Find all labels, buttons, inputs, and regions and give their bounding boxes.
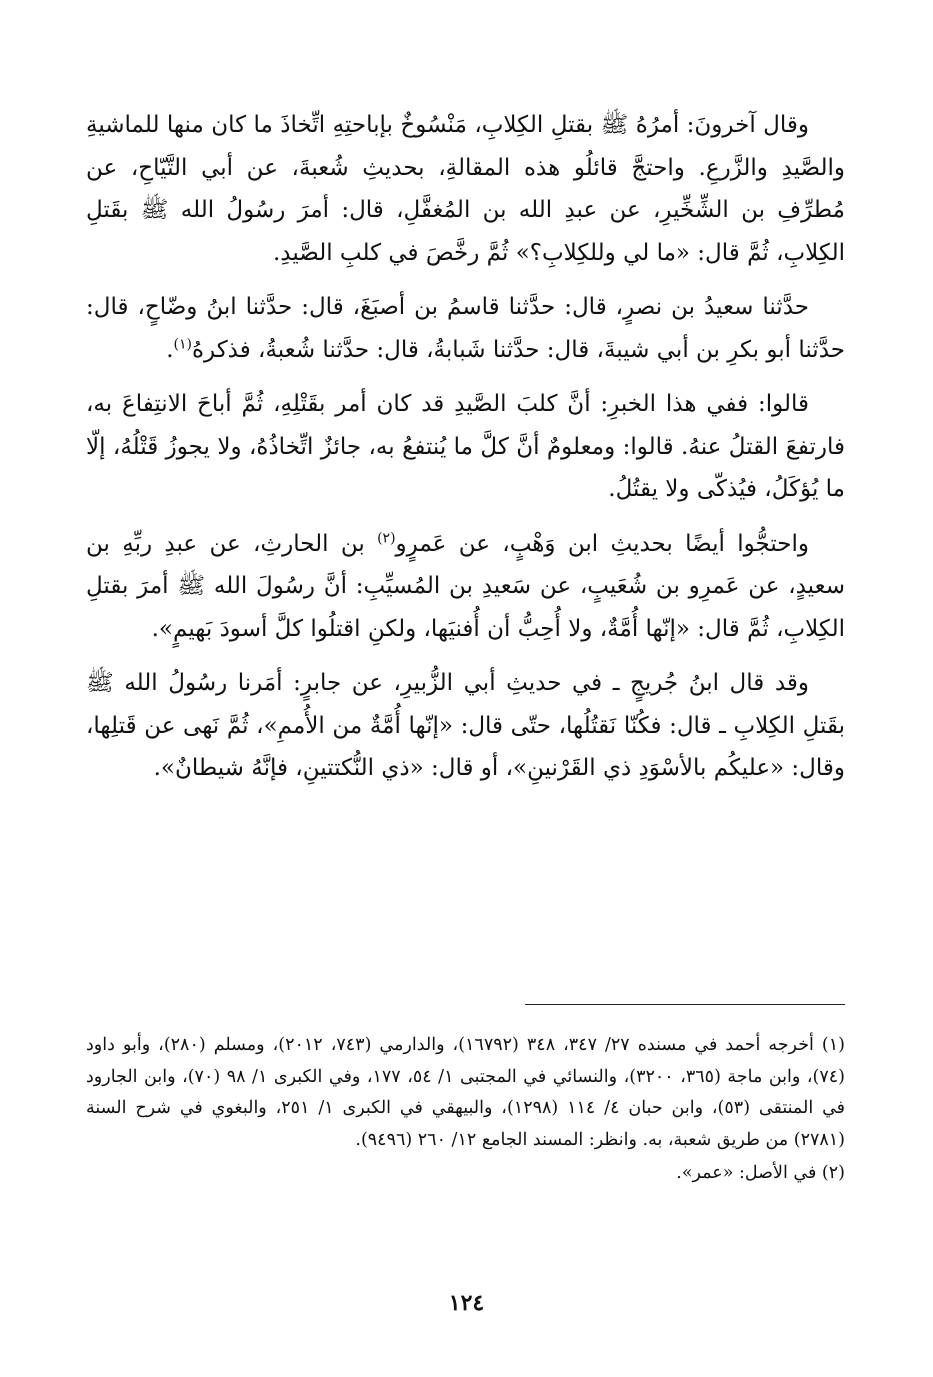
footnote-1: (١) أخرجه أحمد في مسنده ٢٧/ ٣٤٧، ٣٤٨ (١٦٧٩٢)، والدارمي (٧٤٣، ٢٠١٢)، ومسلم (٢٨٠)، وأبو داود (٧٤)، وابن ماجة (٣٦٥، ٣٢٠٠)، والنسائي في المجتبى ١/ ٥٤، ١٧٧، وفي الكبرى ١/ ٩٨ (٧٠)، وابن الجارود في المنتقى (٥٣)، وابن حبان ٤/ ١١٤ (١٢٩٨)، والبيهقي في الكبرى ١/ ٢٥١، والبغوي في شرح السنة (٢٧٨١) من طريق شعبة، به. وانظر: المسند الجامع ١٢/ ٢٦٠ (٩٤٩٦). bbox=[86, 1035, 846, 1150]
page-number: ١٢٤ bbox=[448, 1290, 485, 1316]
paragraph-4-text-after: بن الحارثِ، عن عبدِ ربِّهِ بن سعيدٍ، عن عَمرِو بن شُعَيبٍ، عن سَعيدِ بن المُسيِّبِ: أنَّ رسُولَ الله ﷺ أمرَ بقتلِ الكِلابِ، ثُمَّ قال: «إنّها أُمَّةٌ، ولا أُحِبُّ أن أُفنيَها، ولكنِ اقتلُوا كلَّ أسودَ بَهيمٍ». bbox=[86, 530, 845, 642]
paragraph-2-text: حدَّثنا سعيدُ بن نصرٍ، قال: حدَّثنا قاسمُ بن أصبَغَ، قال: حدَّثنا ابنُ وضّاحٍ، قال: حدَّثنا أبو بكرِ بن أبي شيبةَ، قال: حدَّثنا شَبابةُ، قال: حدَّثنا شُعبةُ، فذكرهُ bbox=[86, 294, 845, 363]
footnote-2: (٢) في الأصل: «عمر». bbox=[676, 1163, 845, 1183]
paragraph-4 bbox=[86, 523, 845, 651]
main-text bbox=[86, 104, 845, 790]
footnote-separator bbox=[525, 1004, 845, 1005]
paragraph-5: وقد قال ابنُ جُريجٍ ـ في حديثِ أبي الزُّبيرِ، عن جابرٍ: أمَرنا رسُولُ الله ﷺ بقَتلِ الكِلابِ ـ قال: فكُنّا نَقتُلُها، حتّى قال: «إنّها أُمَّةٌ من الأُممِ»، ثُمَّ نَهى عن قَتلِها، وقال: «عليكُم بالأسْوَدِ ذي القَرْنينِ»، أو قال: «ذي النُّكتتينِ، فإنَّهُ شيطانٌ». bbox=[86, 670, 845, 781]
paragraph-4-text-before: واحتجُّوا أيضًا بحديثِ ابن وَهْبٍ، عن عَمرٍو bbox=[395, 530, 809, 557]
paragraph-1: وقال آخرونَ: أمرُهُ ﷺ بقتلِ الكِلابِ، مَنْسُوخٌ بإباحتِهِ اتِّخاذَ ما كان منها للماشيةِ والصَّيدِ والزَّرعِ. واحتجَّ قائلُو هذه المقالةِ، بحديثِ شُعبةَ، عن أبي التَّيّاحِ، عن مُطرِّفِ بن الشِّخِّيرِ، عن عبدِ الله بن المُغفَّلِ، قال: أمرَ رسُولُ الله ﷺ بقَتلِ الكِلابِ، ثُمَّ قال: «ما لي وللكِلابِ؟» ثُمَّ رخَّصَ في كلبِ الصَّيدِ. bbox=[86, 112, 845, 266]
paragraph-2-tail: . bbox=[166, 336, 174, 363]
paragraph-2 bbox=[86, 286, 845, 371]
footnote-ref-1[interactable]: (١) bbox=[173, 335, 192, 352]
footnote-ref-2[interactable]: (٢) bbox=[377, 529, 396, 546]
paragraph-3: قالوا: ففي هذا الخبرِ: أنَّ كلبَ الصَّيدِ قد كان أمر بقَتْلِهِ، ثُمَّ أباحَ الانتِفاعَ به، فارتفعَ القتلُ عنهُ. قالوا: ومعلومٌ أنَّ كلَّ ما يُنتفعُ به، جائزٌ اتِّخاذُهُ، ولا يجوزُ قَتْلُهُ، إلّا ما يُؤكَلُ، فيُذكّى ولا يقتُلُ. bbox=[86, 391, 845, 502]
footnotes bbox=[86, 1030, 845, 1192]
